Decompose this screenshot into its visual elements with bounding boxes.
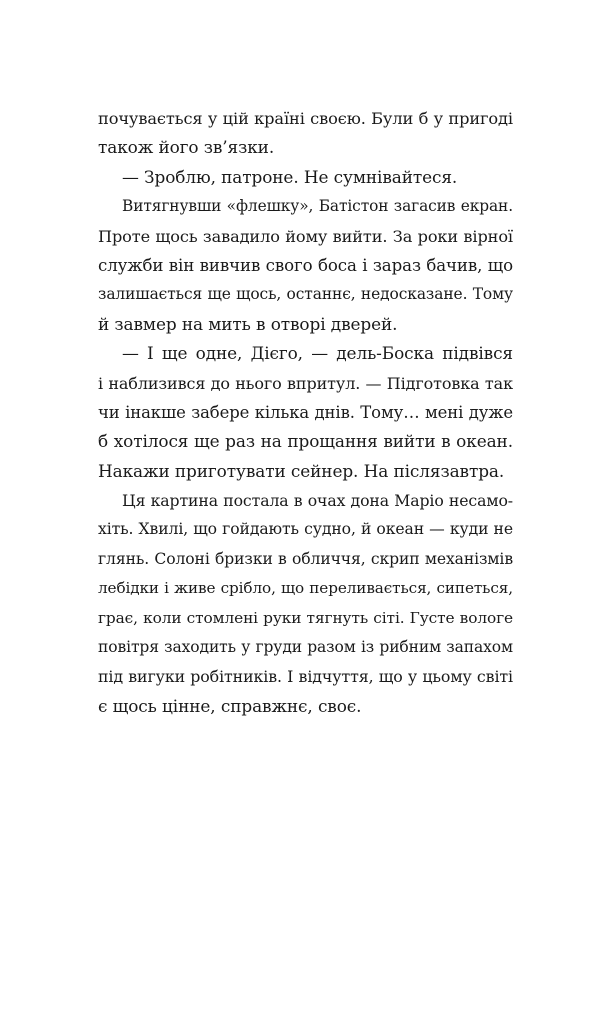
text-line: й завмер на мить в отворі дверей. <box>98 313 398 334</box>
text-line: — Зроблю, патроне. Не сумнівайтеся. <box>122 166 458 187</box>
text-line: грає, коли стомлені руки тягнуть сіті. Густе вологе <box>98 608 513 627</box>
text-line: глянь. Солоні бризки в обличчя, скрип механізмів <box>98 549 513 568</box>
text-line: б хотілося ще раз на прощання вийти в океан. <box>98 431 513 452</box>
text-line: і наблизився до нього впритул. — Підготовка так <box>98 373 513 393</box>
text-line: Ця картина постала в очах дона Маріо несамо- <box>122 491 513 511</box>
text-line: Накажи приготувати сейнер. На післязавтра. <box>98 460 505 481</box>
text-line: Проте щось завадило йому вийти. За роки вірної <box>98 226 513 246</box>
text-line: Витягнувши «флешку», Батістон загасив екран. <box>122 197 513 216</box>
text-line: — І ще одне, Дієго, — дель-Боска підвівся <box>122 343 513 364</box>
text-line: також його зв’язки. <box>98 137 275 158</box>
text-line: служби він вивчив свого боса і зараз бачив, що <box>98 255 513 275</box>
text-line: чи інакше забере кілька днів. Тому… мені дуже <box>98 402 513 422</box>
text-line: лебідки і живе срібло, що переливається, сипеться, <box>98 579 513 598</box>
text-line: повітря заходить у груди разом із рибним запахом <box>98 638 513 657</box>
text-line: під вигуки робітників. І відчуття, що у цьому світі <box>98 667 513 687</box>
text-line: почувається у цій країні своєю. Були б у пригоді <box>98 109 513 128</box>
page-text <box>98 104 513 721</box>
text-line: є щось цінне, справжнє, своє. <box>98 695 362 716</box>
text-line: хіть. Хвилі, що гойдають судно, й океан — куди не <box>98 520 513 539</box>
text-line: залишається ще щось, останнє, недосказане. Тому <box>98 285 513 304</box>
